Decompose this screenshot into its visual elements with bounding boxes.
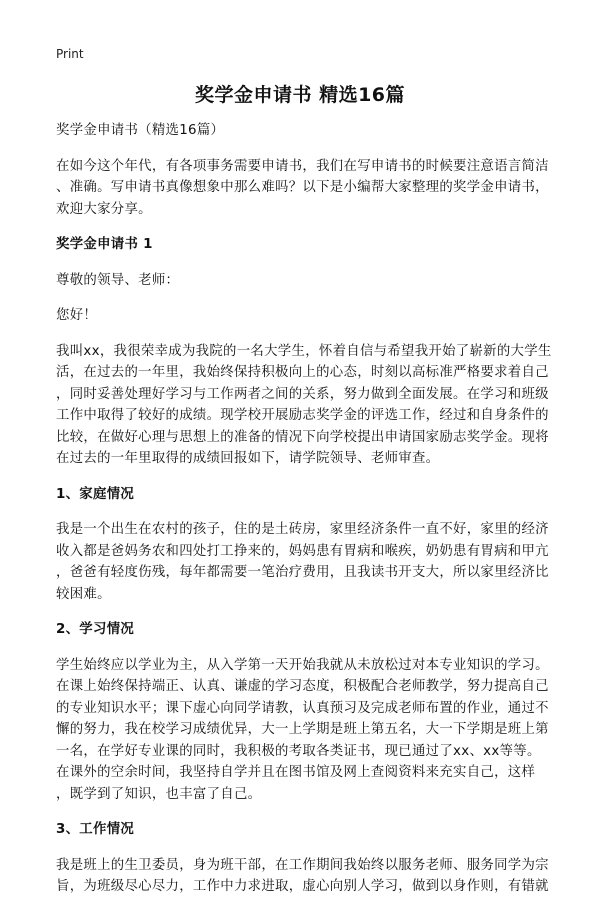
document-body (56, 120, 550, 912)
paragraph-line: 收入都是爸妈务农和四处打工挣来的，妈妈患有胃病和喉疾，奶奶患有胃病和甲亢 (56, 543, 549, 559)
paragraph-line: 在过去的一年里取得的成绩回报如下，请学院领导、老师审查。 (56, 451, 440, 466)
paragraph-line: 活，在过去的一年里，我始终保持积极向上的心态，时刻以高标准严格要求着自己 (56, 365, 549, 380)
paragraph-line: 懈的努力，我在校学习成绩优异，大一上学期是班上第五名，大一下学期是班上第 (56, 722, 549, 737)
greeting: 您好！ (56, 308, 98, 323)
intro-paragraph (56, 156, 550, 221)
paragraph-line: 我是班上的生卫委员，身为班干部，在工作期间我始终以服务老师、服务同学为宗 (56, 857, 549, 873)
paragraph-line: ，既学到了知识，也丰富了自己。 (56, 786, 262, 802)
family-paragraph (56, 519, 550, 605)
paragraph-line: 一名，在学好专业课的同时，我积极的考取各类证书，现已通过了xx、xx等等。 (56, 743, 541, 759)
paragraph-line: 旨，为班级尽心尽力，工作中力求进取，虚心向别人学习，做到以身作则，有错就 (56, 879, 549, 894)
work-paragraph (56, 855, 550, 898)
heading-work: 3、工作情况 (56, 822, 135, 837)
paragraph-line: 比较，在做好心理与思想上的准备的情况下向学校提出申请国家励志奖学金。现将 (56, 429, 549, 445)
intro-line: 欢迎大家分享。 (56, 201, 152, 217)
paragraph-line: 较困难。 (56, 586, 111, 602)
paragraph-line: 我叫xx，我很荣幸成为我院的一名大学生，怀着自信与希望我开始了崭新的大学生 (56, 343, 552, 359)
paragraph-line: 我是一个出生在农村的孩子，住的是土砖房，家里经济条件一直不好，家里的经济 (56, 522, 549, 537)
study-paragraph (56, 655, 550, 806)
paragraph-line: 学生始终应以学业为主，从入学第一天开始我就从未放松过对本专业知识的学习。 (56, 657, 549, 673)
heading-family: 1、家庭情况 (56, 486, 135, 502)
section-heading-1: 奖学金申请书 1 (56, 237, 153, 252)
paragraph-line: ，同时妥善处理好学习与工作两者之间的关系，努力做到全面发展。在学习和班级 (56, 386, 549, 402)
paragraph-line: 工作中取得了较好的成绩。现学校开展励志奖学金的评选工作，经过和自身条件的 (56, 408, 549, 423)
intro-line: 、准确。写申请书真像想象中那么难吗？以下是小编帮大家整理的奖学金申请书， (56, 180, 549, 195)
intro-line: 在如今这个年代，有各项事务需要申请书，我们在写申请书的时候要注意语言简洁 (56, 158, 549, 174)
heading-study: 2、学习情况 (56, 622, 135, 637)
document-title: 奖学金申请书 精选16篇 (194, 84, 406, 106)
body-paragraph-1 (56, 341, 550, 470)
paragraph-line: 在课上始终保持端正、认真、谦虚的学习态度，积极配合老师教学，努力提高自己 (56, 679, 549, 694)
print-label: Print (56, 47, 84, 61)
paragraph-line: ，爸爸有轻度伤残，每年都需要一笔治疗费用，且我读书开支大，所以家里经济比 (56, 565, 549, 580)
salutation: 尊敬的领导、老师： (56, 272, 180, 288)
document-subtitle: 奖学金申请书（精选16篇） (56, 123, 225, 138)
paragraph-line: 的专业知识水平；课下虚心向同学请教，认真预习及完成老师布置的作业，通过不 (56, 700, 549, 716)
paragraph-line: 在课外的空余时间，我坚持自学并且在图书馆及网上查阅资料来充实自己，这样 (56, 765, 536, 780)
